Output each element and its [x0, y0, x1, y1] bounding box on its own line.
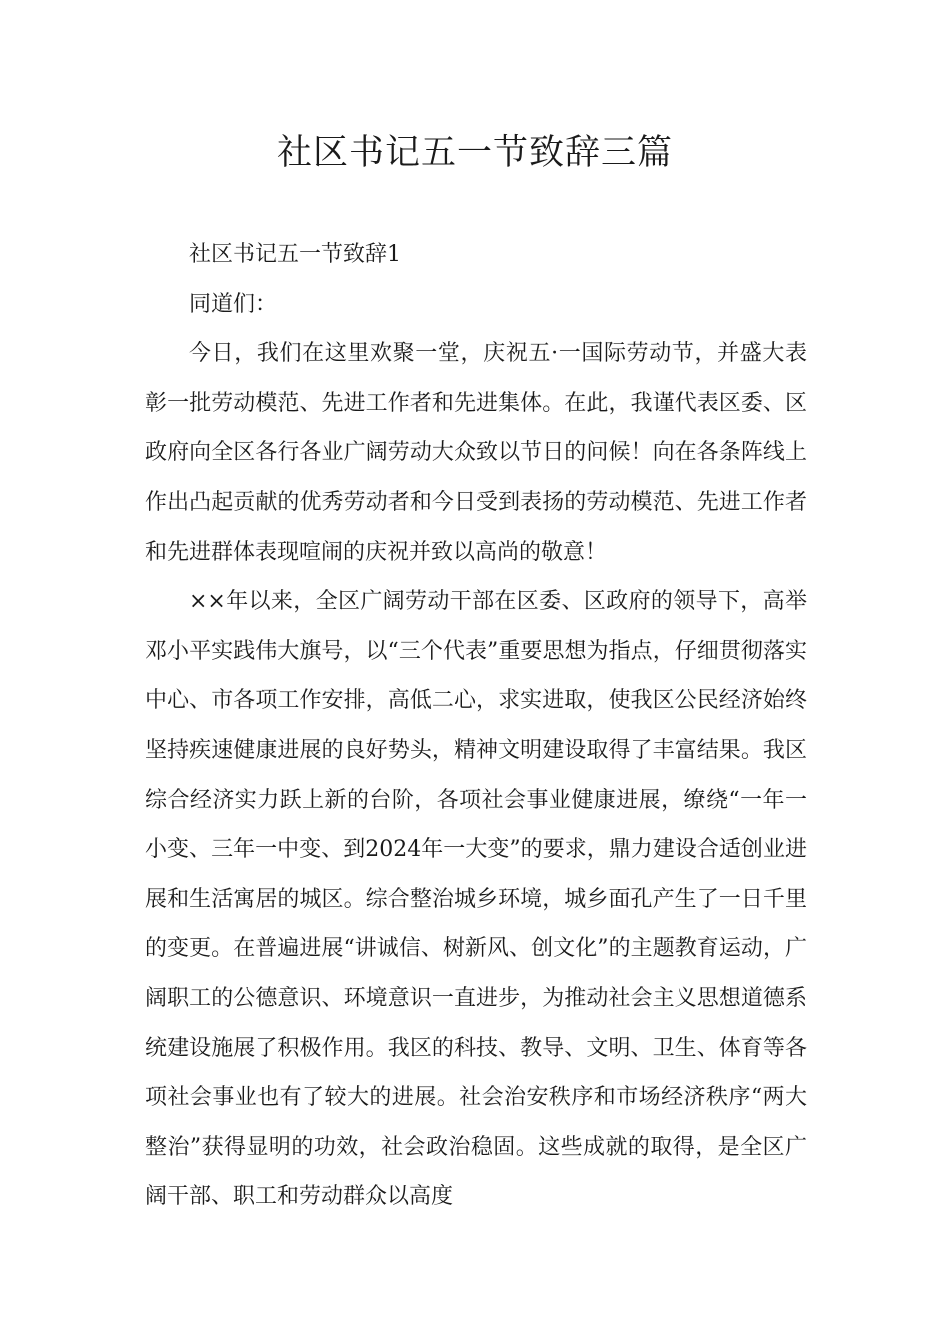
paragraph: ××年以来，全区广阔劳动干部在区委、区政府的领导下，高举邓小平实践伟大旗号，以“三个代表”重要思想为指点，仔细贯彻落实中心、市各项工作安排，高低二心，求实进取，使我区公民经济始终坚持疾速健康进展的良好势头，精神文明建设取得了丰富结果。我区综合经济实力跃上新的台阶，各项社会事业健康进展，缭绕“一年一小变、三年一中变、到2024年一大变”的要求，鼎力建设合适创业进展和生活寓居的城区。综合整治城乡环境，城乡面孔产生了一日千里的变更。在普遍进展“讲诚信、树新风、创文化”的主题教育运动，广阔职工的公德意识、环境意识一直进步，为推动社会主义思想道德系统建设施展了积极作用。我区的科技、教导、文明、卫生、体育等各项社会事业也有了较大的进展。社会治安秩序和市场经济秩序“两大整治”获得显明的功效，社会政治稳固。这些成就的取得，是全区广阔干部、职工和劳动群众以高度: [145, 589, 807, 1210]
document-title: 社区书记五一节致辞三篇: [276, 133, 673, 173]
salutation: 同道们：: [189, 291, 278, 317]
paragraph: 今日，我们在这里欢聚一堂，庆祝五·一国际劳动节，并盛大表彰一批劳动模范、先进工作者和先进集体。在此，我谨代表区委、区政府向全区各行各业广阔劳动大众致以节日的问候！向在各条阵线上作出凸起贡献的优秀劳动者和今日受到表扬的劳动模范、先进工作者和先进群体表现喧闹的庆祝并致以高尚的敬意！: [145, 341, 807, 565]
document-body: [145, 230, 807, 1222]
section-heading: 社区书记五一节致辞1: [189, 242, 401, 267]
